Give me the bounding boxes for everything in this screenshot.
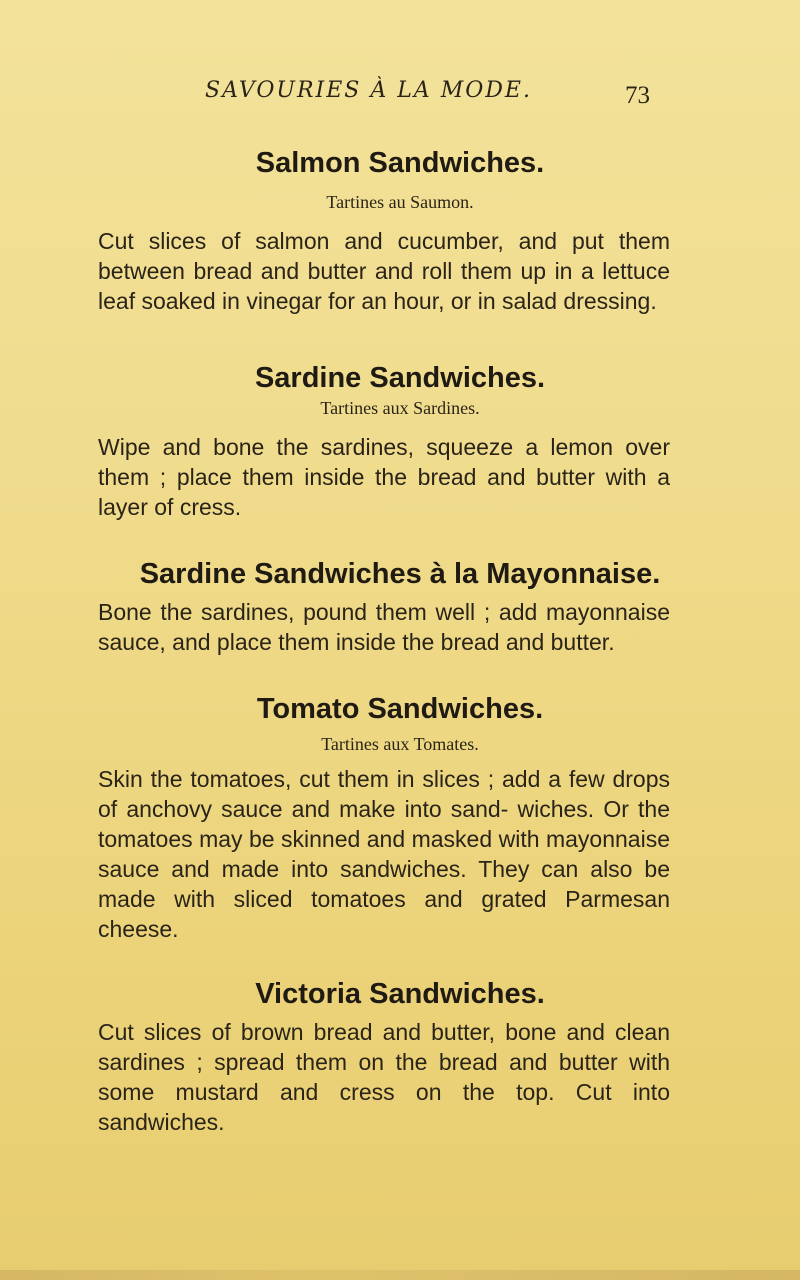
section-title-salmon: Salmon Sandwiches.: [255, 147, 545, 179]
section-body-sardine: Wipe and bone the sardines, squeeze a lemon over them ; place them inside the bread and butter with a layer of cress.: [98, 434, 670, 520]
page-number: 73: [625, 82, 650, 109]
section-body-sardine-mayonnaise: Bone the sardines, pound them well ; add mayonnaise sauce, and place them inside the bread and butter.: [98, 599, 670, 655]
section-title-victoria: Victoria Sandwiches.: [255, 978, 545, 1010]
page-edge-stain: [0, 1270, 800, 1280]
section-title-sardine-mayonnaise: Sardine Sandwiches à la Mayonnaise.: [139, 558, 661, 590]
section-subtitle-salmon: Tartines au Saumon.: [326, 192, 474, 212]
section-subtitle-sardine: Tartines aux Sardines.: [320, 398, 480, 418]
running-header: SAVOURIES À LA MODE.: [205, 78, 532, 103]
section-title-sardine: Sardine Sandwiches.: [254, 362, 546, 394]
section-body-salmon: Cut slices of salmon and cucumber, and put them between bread and butter and roll them up in a lettuce leaf soaked in vinegar for an hour, or in salad dressing.: [98, 228, 670, 314]
section-body-victoria: Cut slices of brown bread and butter, bone and clean sardines ; spread them on the bread and butter with some mustard and cress on the top. Cut into sandwiches.: [98, 1019, 670, 1135]
section-body-tomato: Skin the tomatoes, cut them in slices ; add a few drops of anchovy sauce and make into sand- wiches. Or the tomatoes may be skinned and masked with mayonnaise sauce and made into sandwiches. They can also be made with sliced tomatoes and grated Parmesan cheese.: [98, 766, 670, 942]
section-title-tomato: Tomato Sandwiches.: [256, 693, 544, 725]
section-subtitle-tomato: Tartines aux Tomates.: [321, 734, 479, 754]
